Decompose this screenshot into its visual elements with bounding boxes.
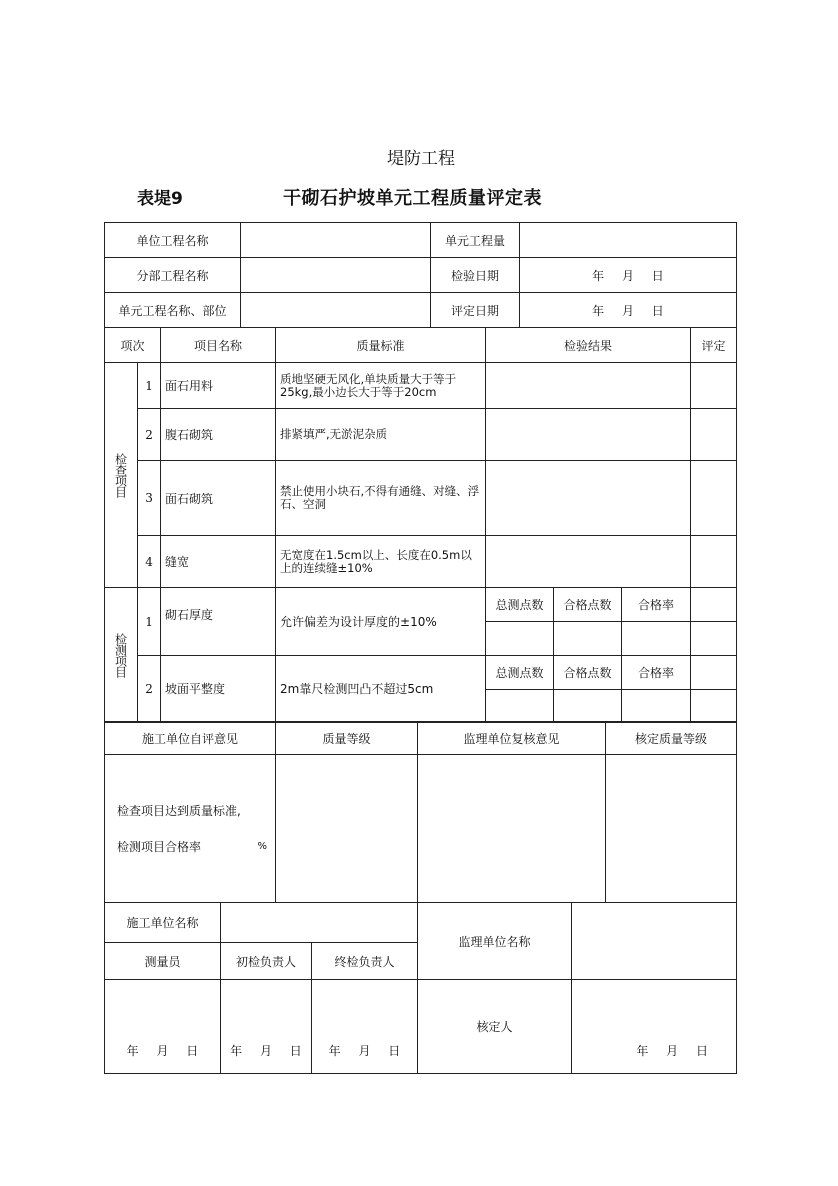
percent-sign: % [257,840,267,852]
pass-rate-label: 合格率 [622,656,691,690]
item-no: 2 [138,409,161,461]
item-rating-field[interactable] [691,622,737,656]
supervisor-review-field[interactable] [418,755,606,903]
item-result-field[interactable] [486,536,691,588]
evaluation-date-label: 评定日期 [431,293,520,328]
supervisor-review-header: 监理单位复核意见 [418,723,606,755]
initial-inspector-label: 初检负责人 [221,943,312,980]
evaluation-date-field[interactable]: 年 月 日 [520,293,737,328]
pass-rate-label: 合格率 [622,588,691,622]
col-header-seq: 项次 [105,328,161,363]
item-no: 3 [138,461,161,536]
inspection-date-field[interactable]: 年 月 日 [520,258,737,293]
check-item-row [105,409,737,461]
item-standard: 质地坚硬无风化,单块质量大于等于25kg,最小边长大于等于20cm [276,363,486,409]
passed-points-label: 合格点数 [554,656,622,690]
contractor-self-eval-header: 施工单位自评意见 [105,723,276,755]
sub-project-name-label: 分部工程名称 [105,258,241,293]
self-eval-line-1: 检查项目达到质量标准, [117,803,241,818]
item-name: 缝宽 [161,536,276,588]
item-standard: 允许偏差为设计厚度的±10% [276,588,486,656]
sub-project-name-field[interactable] [241,258,431,293]
contractor-self-eval-field[interactable] [105,755,276,903]
item-rating-field[interactable] [691,656,737,690]
col-header-result: 检验结果 [486,328,691,363]
check-item-row [105,363,737,409]
unit-project-part-field[interactable] [241,293,431,328]
item-name: 坡面平整度 [161,656,276,722]
measure-item-row [105,656,737,690]
opinions-table [104,722,737,903]
unit-quantity-label: 单元工程量 [431,223,520,258]
quality-grade-header: 质量等级 [276,723,418,755]
pass-rate-field[interactable] [622,690,691,722]
measure-items-group-label: 检测项目 [105,588,138,722]
self-eval-line-2: 检测项目合格率 [117,839,202,854]
item-standard: 无宽度在1.5cm以上、长度在0.5m以上的连续缝±10% [276,536,486,588]
unit-project-part-label: 单元工程名称、部位 [105,293,241,328]
surveyor-date-field[interactable]: 年 月 日 [105,980,221,1074]
col-header-standard: 质量标准 [276,328,486,363]
verified-grade-header: 核定质量等级 [606,723,737,755]
final-inspector-label: 终检负责人 [312,943,418,980]
total-points-label: 总测点数 [486,588,554,622]
item-rating-field[interactable] [691,461,737,536]
item-name: 砌石厚度 [161,588,276,656]
col-header-rating: 评定 [691,328,737,363]
quality-grade-field[interactable] [276,755,418,903]
supervisor-name-label: 监理单位名称 [418,903,572,980]
item-rating-field[interactable] [691,409,737,461]
item-standard: 禁止使用小块石,不得有通缝、对缝、浮石、空洞 [276,461,486,536]
measure-item-row [105,588,737,622]
pass-rate-field[interactable] [622,622,691,656]
verified-grade-field[interactable] [606,755,737,903]
initial-inspector-date-field[interactable]: 年 月 日 [221,980,312,1074]
item-result-field[interactable] [486,363,691,409]
document-subtitle: 堤防工程 [387,149,455,169]
item-rating-field[interactable] [691,588,737,622]
surveyor-label: 测量员 [105,943,221,980]
contractor-name-field[interactable] [221,903,418,943]
contractor-name-label: 施工单位名称 [105,903,221,943]
verifier-date-field[interactable]: 年 月 日 [572,980,737,1074]
col-header-item-name: 项目名称 [161,328,276,363]
item-name: 面石砌筑 [161,461,276,536]
passed-points-field[interactable] [554,622,622,656]
item-standard: 2m靠尺检测凹凸不超过5cm [276,656,486,722]
unit-quantity-field[interactable] [520,223,737,258]
check-item-row [105,536,737,588]
item-no: 4 [138,536,161,588]
item-rating-field[interactable] [691,690,737,722]
passed-points-field[interactable] [554,690,622,722]
item-no: 1 [138,363,161,409]
form-title: 干砌石护坡单元工程质量评定表 [283,188,542,209]
items-table [104,327,737,722]
unit-project-name-field[interactable] [241,223,431,258]
form-code: 表堤9 [137,189,183,209]
item-rating-field[interactable] [691,363,737,409]
final-inspector-date-field[interactable]: 年 月 日 [312,980,418,1074]
supervisor-name-field[interactable] [572,903,737,980]
total-points-field[interactable] [486,690,554,722]
verifier-label: 核定人 [418,980,572,1074]
item-result-field[interactable] [486,461,691,536]
info-table [104,222,737,328]
item-no: 2 [138,656,161,722]
item-name: 腹石砌筑 [161,409,276,461]
item-no: 1 [138,588,161,656]
unit-project-name-label: 单位工程名称 [105,223,241,258]
item-standard: 排紧填严,无淤泥杂质 [276,409,486,461]
check-item-row [105,461,737,536]
passed-points-label: 合格点数 [554,588,622,622]
total-points-label: 总测点数 [486,656,554,690]
signatures-table [104,902,737,1074]
inspection-date-label: 检验日期 [431,258,520,293]
item-result-field[interactable] [486,409,691,461]
item-rating-field[interactable] [691,536,737,588]
total-points-field[interactable] [486,622,554,656]
item-name: 面石用料 [161,363,276,409]
check-items-group-label: 检查项目 [105,363,138,588]
